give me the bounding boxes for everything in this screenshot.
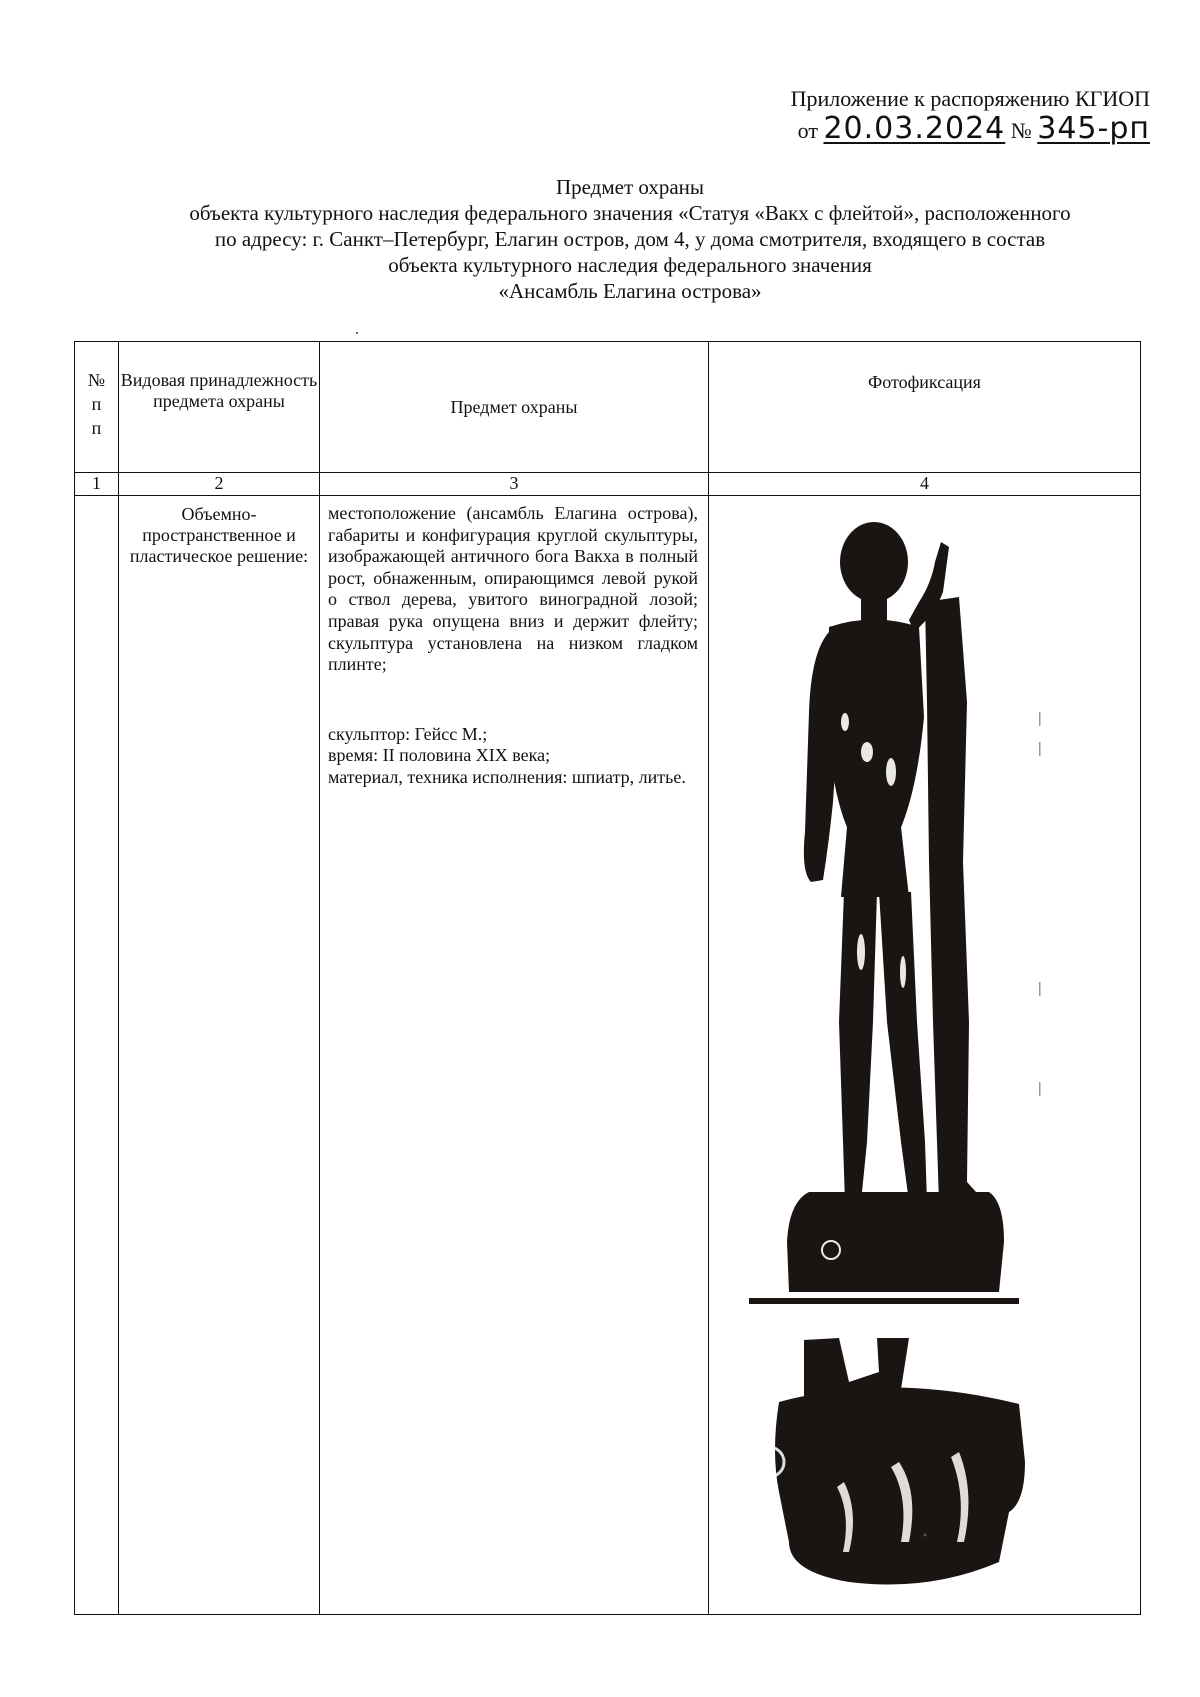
header-num-line-2: п (91, 394, 102, 414)
from-label: от (797, 118, 818, 143)
column-number-row (75, 473, 1141, 496)
title-line-3: по адресу: г. Санкт–Петербург, Елагин остров, дом 4, у дома смотрителя, входящего в состав (214, 227, 1046, 251)
row-subject (320, 496, 709, 1615)
number-label: № (1010, 118, 1032, 143)
appendix-header (730, 84, 1150, 146)
statue-figure (749, 522, 1019, 1304)
statue-photo (749, 502, 1109, 1597)
title-line-4: объекта культурного наследия федерального значения (388, 253, 872, 277)
column-number: 1 (75, 473, 119, 496)
appendix-title: Приложение к распоряжению КГИОП (790, 86, 1150, 111)
row-photo (709, 496, 1141, 1615)
subject-material: материал, техника исполнения: шпиатр, литье. (328, 766, 686, 787)
title-line-1: Предмет охраны (555, 175, 705, 199)
order-number: 345-рп (1037, 111, 1150, 146)
header-number (75, 342, 119, 473)
row-number (75, 496, 119, 1615)
scan-speck (356, 332, 358, 334)
subject-description: местоположение (ансамбль Елагина острова), габариты и конфигурация круглой скульптуры, изображающей античного бога Вакха в полный рост, обнаженным, опирающимся левой рукой о ствол дерева, увитого виноградной лозой; правая рука опущена вниз и держит флейту; скульптура установлена на низком гладком плинте; (328, 503, 698, 675)
column-number: 2 (119, 473, 320, 496)
protection-table (74, 341, 1141, 1615)
appendix-date-line (730, 111, 1150, 146)
subject-sculptor: скульптор: Гейсс М.; (328, 723, 488, 744)
header-kind: Видовая принадлежность предмета охраны (119, 342, 320, 473)
title-line-2: объекта культурного наследия федерального значения «Статуя «Вакх с флейтой», расположенного (189, 201, 1071, 225)
title-line-5: «Ансамбль Елагина острова» (498, 279, 762, 303)
document-title (100, 174, 1160, 304)
header-num-line-1: № (87, 370, 106, 390)
table-row (75, 496, 1141, 1615)
row-kind: Объемно-пространственное и пластическое решение: (119, 496, 320, 1615)
subject-time: время: II половина XIX века; (328, 745, 551, 766)
header-num-line-3: п (91, 418, 102, 438)
table-header-row (75, 342, 1141, 473)
order-date: 20.03.2024 (823, 111, 1006, 146)
column-number: 4 (709, 473, 1141, 496)
header-subject: Предмет охраны (320, 342, 709, 473)
header-photo: Фотофиксация (709, 342, 1141, 473)
column-number: 3 (320, 473, 709, 496)
plinth-closeup (775, 1338, 1025, 1585)
